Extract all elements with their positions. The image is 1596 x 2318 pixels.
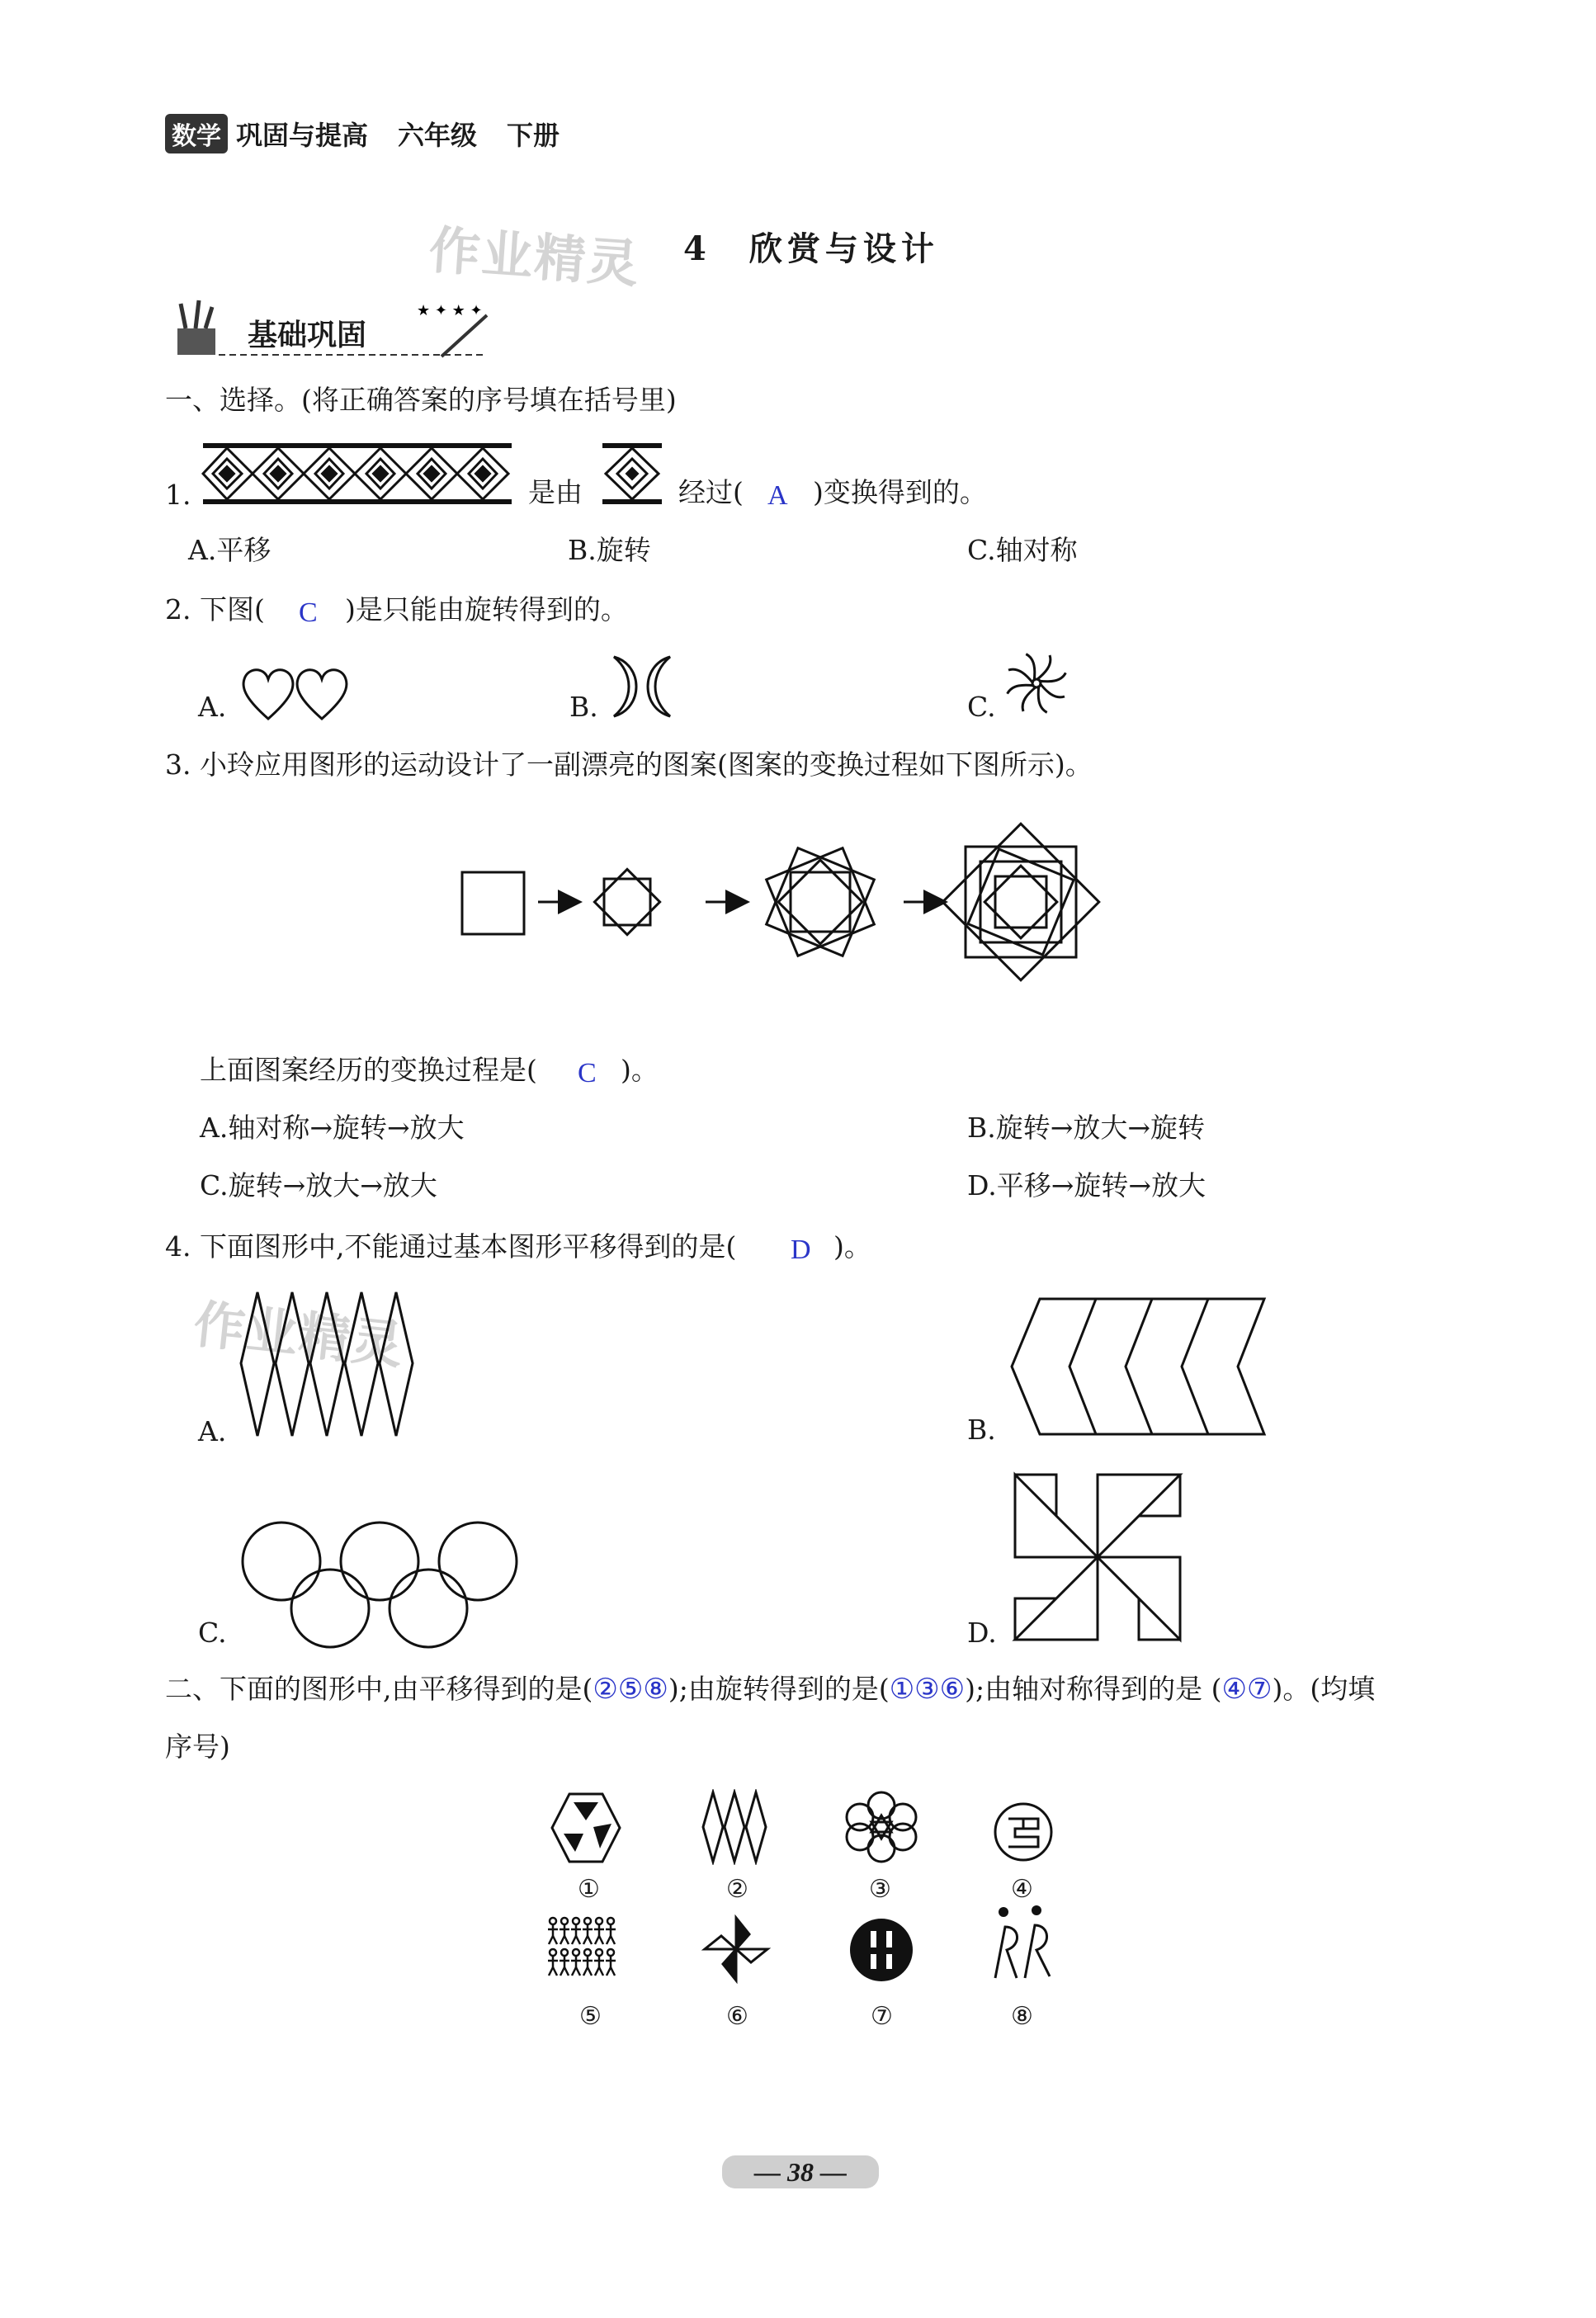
q1-border-pattern <box>201 442 513 505</box>
q1-text-c: )变换得到的。 <box>813 476 987 508</box>
part2-text-d: )。(均填 <box>1272 1673 1376 1705</box>
q1-text-b: 经过( <box>678 476 744 508</box>
section-title: 基础巩固 <box>248 319 367 352</box>
figure-label-2: ② <box>726 1875 748 1904</box>
q3-transform-sequence <box>454 805 1155 998</box>
q2-answer: C <box>299 597 318 628</box>
figure-1-hexagon-swirl <box>549 1791 623 1865</box>
figure-6-pinwheel <box>697 1914 775 1984</box>
q2-label-c: C. <box>967 691 996 723</box>
book-header <box>165 114 560 153</box>
q1-option-a: A.平移 <box>188 534 272 566</box>
figure-label-5: ⑤ <box>579 2002 602 2031</box>
page-number: — 38 — <box>722 2155 879 2188</box>
q3-option-b: B.旋转→放大→旋转 <box>967 1112 1206 1144</box>
lesson-title: 4 欣赏与设计 <box>683 229 939 268</box>
figure-3-hexagram-rings <box>842 1789 921 1865</box>
q1-text-a: 是由 <box>528 476 583 508</box>
part2-text-b: );由旋转得到的是( <box>668 1673 890 1705</box>
q2-text-b: )是只能由旋转得到的。 <box>345 593 628 626</box>
q4-label-a: A. <box>198 1415 227 1447</box>
watermark-2: 作业精灵 <box>191 1293 408 1376</box>
q4-text-b: )。 <box>833 1230 871 1263</box>
watermark: 作业精灵 <box>427 220 642 295</box>
part1-heading: 一、选择。(将正确答案的序号填在括号里) <box>165 384 677 416</box>
q3-answer: C <box>578 1058 597 1088</box>
part2-answer-rotate: ①③⑥ <box>889 1674 966 1705</box>
grade-label: 六年级 <box>398 120 478 151</box>
olympic-rings-figure <box>235 1520 524 1652</box>
volume-label: 下册 <box>507 120 560 151</box>
q4-label-c: C. <box>198 1617 227 1649</box>
figure-label-1: ① <box>578 1875 600 1904</box>
pinwheel-figure <box>1011 1471 1184 1644</box>
part2-line1 <box>165 1675 1375 1704</box>
q4-label-b: B. <box>967 1414 996 1446</box>
q3-option-c: C.旋转→放大→放大 <box>200 1169 437 1201</box>
chevron-row-figure <box>1007 1294 1271 1442</box>
figure-label-7: ⑦ <box>871 2002 893 2031</box>
figure-label-4: ④ <box>1011 1875 1033 1904</box>
q4-label-d: D. <box>967 1617 997 1649</box>
figure-label-3: ③ <box>869 1875 891 1904</box>
book-title: 巩固与提高 <box>236 120 369 151</box>
part2-text-a: 二、下面的图形中,由平移得到的是( <box>165 1673 593 1705</box>
q1-answer: A <box>767 480 788 511</box>
q1-option-c: C.轴对称 <box>967 534 1078 566</box>
part2-answer-translate: ②⑤⑧ <box>593 1674 668 1705</box>
q1-option-b: B.旋转 <box>568 534 651 566</box>
q3-text: 3. 小玲应用图形的运动设计了一副漂亮的图案(图案的变换过程如下图所示)。 <box>165 748 1093 781</box>
figure-8-letters <box>984 1902 1058 1985</box>
figure-5-stick-figures <box>546 1916 629 1982</box>
q3-option-d: D.平移→旋转→放大 <box>967 1169 1206 1201</box>
part2-text-c: );由轴对称得到的是 ( <box>965 1673 1222 1705</box>
svg-text:★ ✦ ★ ✦: ★ ✦ ★ ✦ <box>417 302 483 319</box>
two-hearts-figure <box>239 664 351 722</box>
subject-badge: 数学 <box>165 114 228 153</box>
figure-2-zigzag <box>701 1789 767 1865</box>
q1-base-unit <box>601 442 663 505</box>
q3-prompt-a: 上面图案经历的变换过程是( <box>200 1054 537 1086</box>
q2-text-a: 2. 下图( <box>165 593 265 626</box>
swirl-figure <box>1005 652 1068 715</box>
q2-label-b: B. <box>569 691 598 723</box>
q2-label-a: A. <box>198 691 227 723</box>
part2-text-e: 序号) <box>165 1730 230 1763</box>
twin-crescents-figure <box>609 654 675 720</box>
q4-answer: D <box>791 1235 811 1265</box>
figure-label-6: ⑥ <box>726 2002 748 2031</box>
figure-label-8: ⑧ <box>1011 2002 1033 2031</box>
q3-option-a: A.轴对称→旋转→放大 <box>200 1112 465 1144</box>
q4-text-a: 4. 下面图形中,不能通过基本图形平移得到的是( <box>165 1230 737 1263</box>
figure-7-bank-logo <box>846 1914 917 1985</box>
section-banner <box>169 297 516 363</box>
q3-prompt-b: )。 <box>621 1054 659 1086</box>
figure-4-seal <box>990 1799 1056 1865</box>
rhombus-row-figure <box>239 1287 417 1444</box>
q1-number: 1. <box>165 479 191 511</box>
part2-answer-symmetry: ④⑦ <box>1221 1674 1273 1705</box>
